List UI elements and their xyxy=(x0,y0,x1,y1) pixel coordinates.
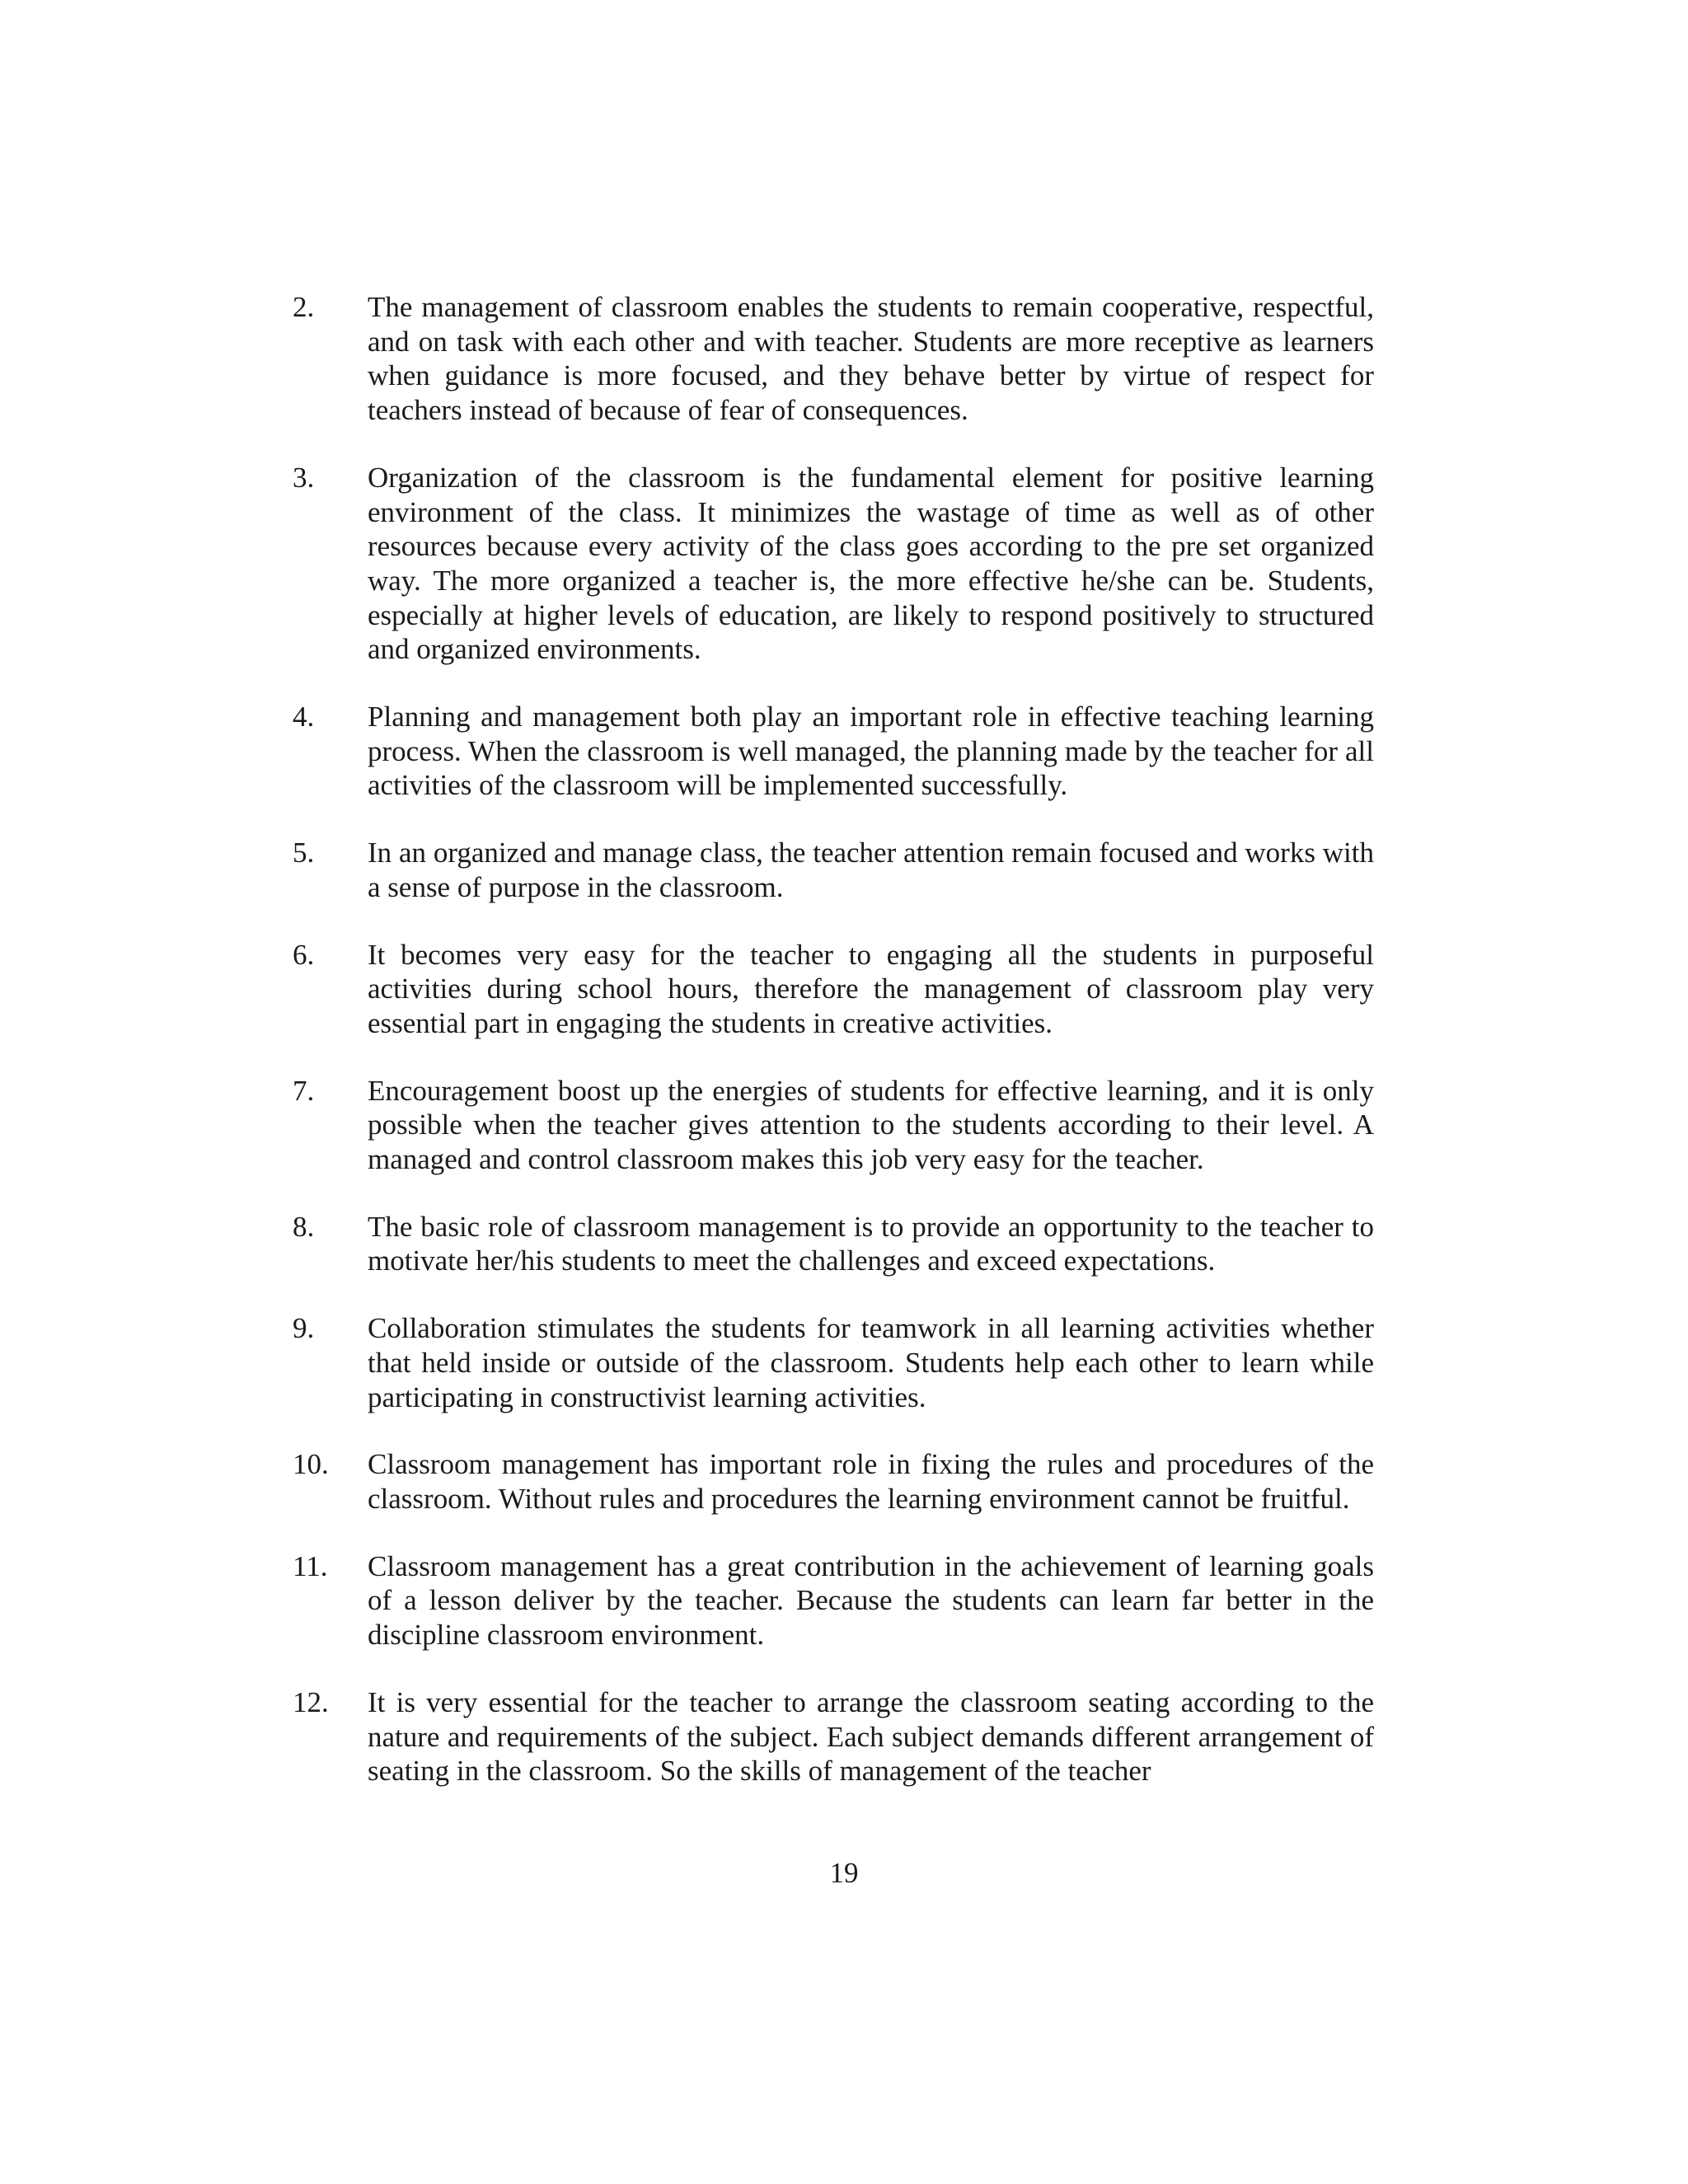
list-item-number: 7. xyxy=(293,1074,315,1107)
list-item-number: 5. xyxy=(293,837,315,869)
list-item xyxy=(293,1549,1374,1652)
list-item-text: Planning and management both play an important role in effective teaching learning process. When the classroom is well managed, the planning made by the teacher for all activities of the classroom will be implemented successfully. xyxy=(368,701,1374,802)
list-item xyxy=(293,1210,1374,1278)
list-item xyxy=(293,1447,1374,1516)
list-item-number: 10. xyxy=(293,1448,329,1481)
list-item-text: It becomes very easy for the teacher to engaging all the students in purposeful activities during school hours, therefore the management of classroom play very essential part in engaging the students in creative activities. xyxy=(368,938,1374,1039)
list-item-number: 3. xyxy=(293,461,315,494)
list-item-text: The management of classroom enables the students to remain cooperative, respectful, and on task with each other and with teacher. Students are more receptive as learners when guidance is more focused, and they behave better by virtue of respect for teachers instead of because of fear of consequences. xyxy=(368,291,1374,427)
list-item-text: It is very essential for the teacher to arrange the classroom seating according to the nature and requirements of the subject. Each subject demands different arrangement of seating in the classroom. So the skills of management of the teacher xyxy=(368,1685,1374,1788)
list-item xyxy=(293,836,1374,904)
list-item-number: 11. xyxy=(293,1549,328,1582)
numbered-list xyxy=(293,290,1374,1821)
list-item xyxy=(293,1074,1374,1177)
list-item-text: Collaboration stimulates the students for teamwork in all learning activities whether that held inside or outside of the classroom. Students help each other to learn while participating in constructivist learning activities. xyxy=(368,1312,1374,1413)
list-item xyxy=(293,700,1374,803)
list-item xyxy=(293,1311,1374,1414)
list-item xyxy=(293,1685,1374,1788)
list-item xyxy=(293,290,1374,428)
list-item-number: 6. xyxy=(293,938,315,971)
list-item-text: The basic role of classroom management is to provide an opportunity to the teacher to motivate her/his students to meet the challenges and exceed expectations. xyxy=(368,1210,1374,1277)
list-item-number: 9. xyxy=(293,1312,315,1345)
list-item-number: 4. xyxy=(293,701,315,733)
list-item-text: Classroom management has important role in fixing the rules and procedures of the classroom. Without rules and procedures the learning environment cannot be fruitful. xyxy=(368,1448,1374,1515)
list-item xyxy=(293,461,1374,667)
list-item-text: Organization of the classroom is the fundamental element for positive learning environment of the class. It minimizes the wastage of time as well as of other resources because every activity of the class goes according to the pre set organized way. The more organized a teacher is, the more effective he/she can be. Students, especially at higher levels of education, are likely to respond positively to structured and organized environments. xyxy=(368,461,1374,666)
list-item-number: 2. xyxy=(293,291,315,323)
list-item-text: Classroom management has a great contribution in the achievement of learning goals of a lesson deliver by the teacher. Because the students can learn far better in the discipline classroom environment. xyxy=(368,1549,1374,1652)
list-item-text: In an organized and manage class, the teacher attention remain focused and works with a sense of purpose in the classroom. xyxy=(368,837,1374,903)
list-item-text: Encouragement boost up the energies of students for effective learning, and it is only possible when the teacher gives attention to the students according to their level. A managed and control classroom makes this job very easy for the teacher. xyxy=(368,1074,1374,1176)
page-number: 19 xyxy=(829,1857,859,1889)
list-item xyxy=(293,938,1374,1041)
list-item-number: 12. xyxy=(293,1685,329,1718)
list-item-number: 8. xyxy=(293,1210,315,1243)
